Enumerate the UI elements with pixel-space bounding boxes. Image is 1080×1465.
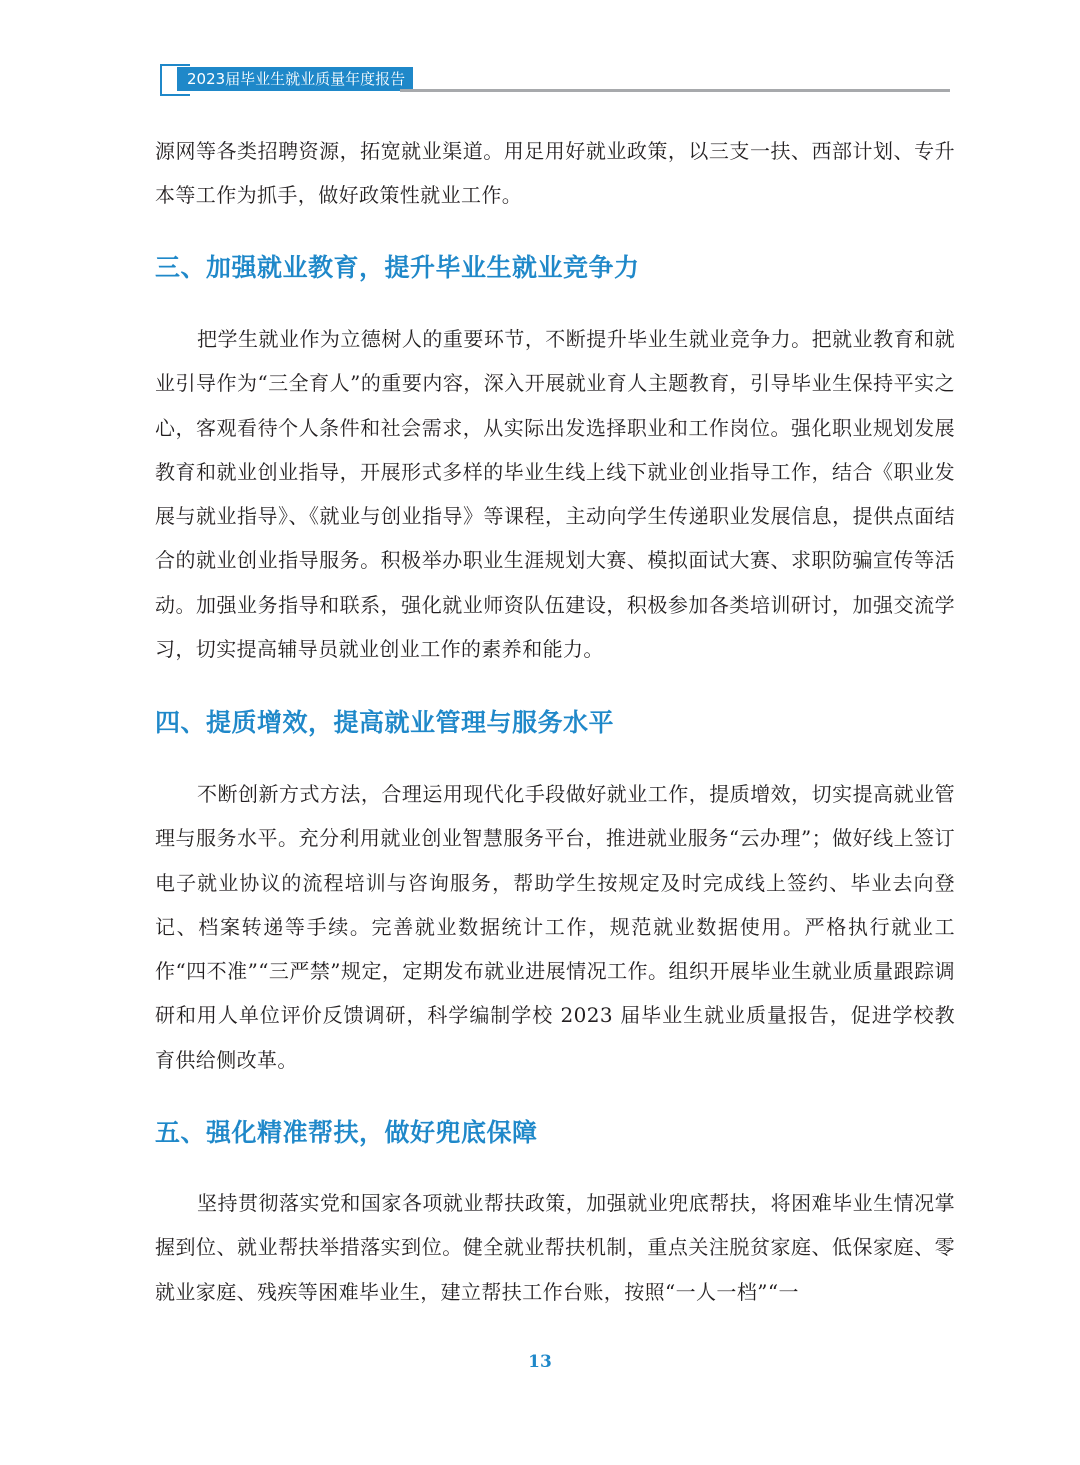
section-heading-4: 四、提质增效，提高就业管理与服务水平	[155, 708, 615, 737]
section-heading-5: 五、强化精准帮扶，做好兜底保障	[155, 1118, 538, 1147]
page-number: 13	[528, 1352, 552, 1372]
paragraph-section-4: 不断创新方式方法，合理运用现代化手段做好就业工作，提质增效，切实提高就业管理与服务水平。充分利用就业创业智慧服务平台，推进就业服务“云办理”；做好线上签订电子就业协议的流程培训与咨询服务，帮助学生按规定及时完成线上签约、毕业去向登记、档案转递等手续。完善就业数据统计工作，规范就业数据使用。严格执行就业工作“四不准”“三严禁”规定，定期发布就业进展情况工作。组织开展毕业生就业质量跟踪调研和用人单位评价反馈调研，科学编制学校 2023 届毕业生就业质量报告，促进学校教育供给侧改革。	[155, 782, 955, 1072]
paragraph-continued: 源网等各类招聘资源，拓宽就业渠道。用足用好就业政策，以三支一扶、西部计划、专升本等工作为抓手，做好政策性就业工作。	[155, 139, 955, 208]
header-rule	[400, 89, 950, 92]
header-title: 2023届毕业生就业质量年度报告	[177, 67, 413, 91]
page-header	[160, 64, 950, 98]
paragraph-section-5: 坚持贯彻落实党和国家各项就业帮扶政策，加强就业兜底帮扶，将困难毕业生情况掌握到位、就业帮扶举措落实到位。健全就业帮扶机制，重点关注脱贫家庭、低保家庭、零就业家庭、残疾等困难毕业生，建立帮扶工作台账，按照“一人一档”“一	[155, 1191, 955, 1304]
section-heading-3: 三、加强就业教育，提升毕业生就业竞争力	[155, 253, 640, 282]
paragraph-section-3: 把学生就业作为立德树人的重要环节，不断提升毕业生就业竞争力。把就业教育和就业引导作为“三全育人”的重要内容，深入开展就业育人主题教育，引导毕业生保持平实之心，客观看待个人条件和社会需求，从实际出发选择职业和工作岗位。强化职业规划发展教育和就业创业指导，开展形式多样的毕业生线上线下就业创业指导工作，结合《职业发展与就业指导》、《就业与创业指导》等课程，主动向学生传递职业发展信息，提供点面结合的就业创业指导服务。积极举办职业生涯规划大赛、模拟面试大赛、求职防骗宣传等活动。加强业务指导和联系，强化就业师资队伍建设，积极参加各类培训研讨，加强交流学习，切实提高辅导员就业创业工作的素养和能力。	[155, 327, 955, 662]
